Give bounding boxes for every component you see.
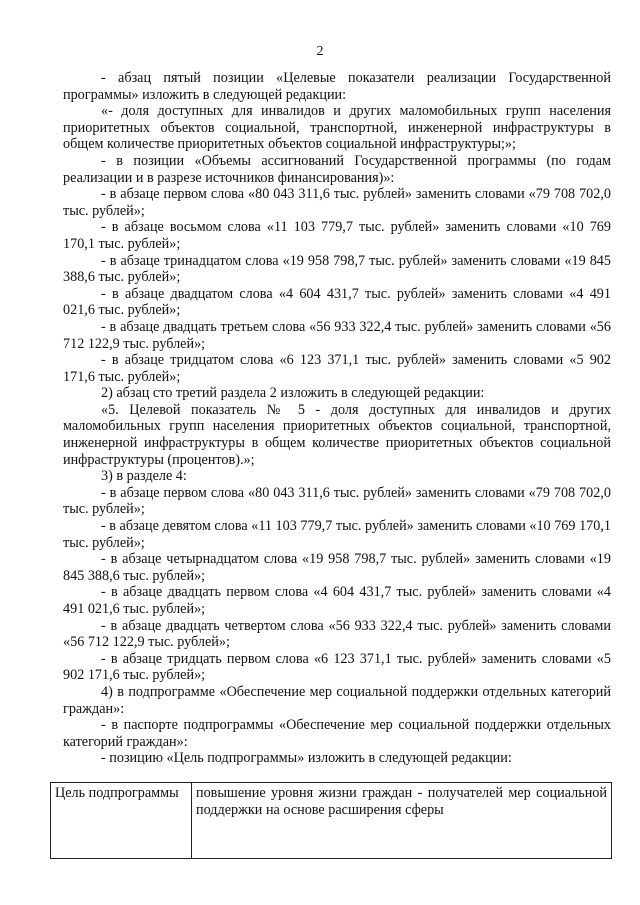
paragraph: - в абзаце двадцать четвертом слова «56 933 322,4 тыс. рублей» заменить словами «56 712 122,9 тыс. рублей»; (63, 617, 611, 651)
paragraph: - абзац пятый позиции «Целевые показатели реализации Государственной программы» изложить в следующей редакции: (63, 70, 611, 103)
paragraph: - в абзаце двадцатом слова «4 604 431,7 тыс. рублей» заменить словами «4 491 021,6 тыс. рублей»; (63, 285, 611, 319)
paragraph: - в абзаце первом слова «80 043 311,6 тыс. рублей» заменить словами «79 708 702,0 тыс. рублей»; (63, 186, 611, 219)
paragraph: - в абзаце тринадцатом слова «19 958 798,7 тыс. рублей» заменить словами «19 845 388,6 тыс. рублей»; (63, 252, 611, 286)
table-row (51, 783, 612, 859)
paragraph: - в абзаце девятом слова «11 103 779,7 тыс. рублей» заменить словами «10 769 170,1 тыс. рублей»; (63, 518, 611, 551)
paragraph: 3) в разделе 4: (101, 468, 187, 485)
paragraph: «5. Целевой показатель № 5 - доля доступных для инвалидов и других маломобильных групп населения приоритетных объектов социальной, транспортной, инженерной инфраструктуры в общем количестве приоритетных объектов социальной инфраструктуры (процентов).»; (63, 401, 611, 468)
document-body (63, 70, 611, 767)
paragraph: - в паспорте подпрограммы «Обеспечение мер социальной поддержки отдельных категорий граждан»: (63, 717, 611, 750)
paragraph: - в абзаце восьмом слова «11 103 779,7 тыс. рублей» заменить словами «10 769 170,1 тыс. рублей»; (63, 219, 611, 252)
paragraph: «- доля доступных для инвалидов и других маломобильных групп населения приоритетных объектов социальной, транспортной, инженерной инфраструктуры в общем количестве приоритетных объектов социальной инфраструктуры;»; (63, 103, 611, 153)
paragraph: 4) в подпрограмме «Обеспечение мер социальной поддержки отдельных категорий граждан»: (63, 683, 611, 717)
table-text-cell: повышение уровня жизни граждан - получателей мер социальной поддержки на основе расширения сферы (192, 783, 612, 859)
paragraph: - в абзаце двадцать третьем слова «56 933 322,4 тыс. рублей» заменить словами «56 712 122,9 тыс. рублей»; (63, 318, 611, 352)
paragraph: - в абзаце тридцатом слова «6 123 371,1 тыс. рублей» заменить словами «5 902 171,6 тыс. рублей»; (63, 352, 611, 385)
paragraph: 2) абзац сто третий раздела 2 изложить в следующей редакции: (101, 385, 485, 402)
page-number: 2 (316, 44, 324, 59)
paragraph: - в позиции «Объемы ассигнований Государственной программы (по годам реализации и в разрезе источников финансирования)»: (63, 152, 611, 186)
paragraph: - в абзаце первом слова «80 043 311,6 тыс. рублей» заменить словами «79 708 702,0 тыс. рублей»; (63, 484, 611, 518)
paragraph: - в абзаце четырнадцатом слова «19 958 798,7 тыс. рублей» заменить словами «19 845 388,6 тыс. рублей»; (63, 551, 611, 584)
paragraph: - позицию «Цель подпрограммы» изложить в следующей редакции: (101, 750, 512, 767)
table-label-cell: Цель подпрограммы (51, 783, 192, 859)
subprogram-goal-table (50, 782, 612, 859)
paragraph: - в абзаце двадцать первом слова «4 604 431,7 тыс. рублей» заменить словами «4 491 021,6 тыс. рублей»; (63, 584, 611, 617)
paragraph: - в абзаце тридцать первом слова «6 123 371,1 тыс. рублей» заменить словами «5 902 171,6 тыс. рублей»; (63, 650, 611, 684)
